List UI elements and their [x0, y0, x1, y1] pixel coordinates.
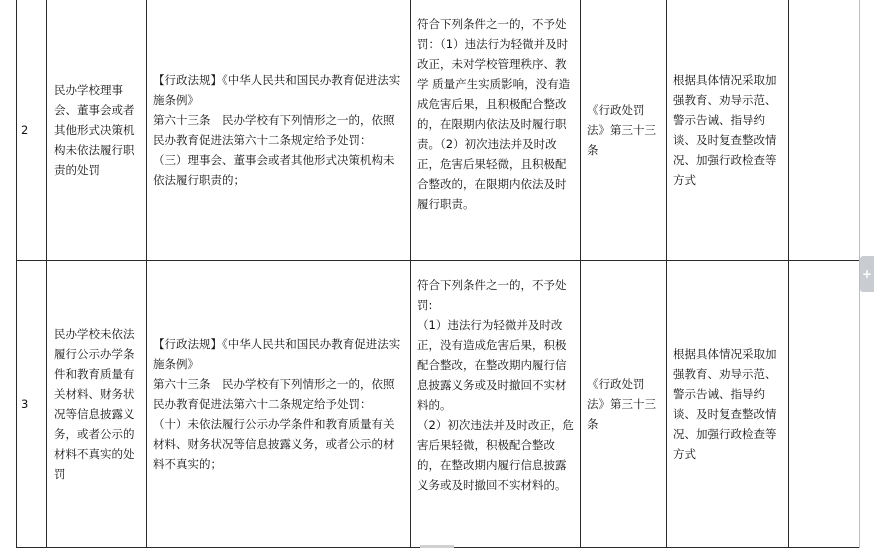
legal-basis [147, 261, 411, 548]
basis-article: 第六十三条 民办学校有下列情形之一的，依照民办教育促进法第六十二条规定给予处罚： [153, 113, 395, 147]
law-reference: 《行政处罚法》第三十三条 [581, 0, 667, 261]
exemption-conditions [411, 0, 581, 261]
row-number: 3 [17, 261, 47, 548]
row-number: 2 [17, 0, 47, 261]
condition-one: （1）违法行为轻微并及时改正，没有造成危害后果，积极配合整改，在整改期内履行信息披露义务或及时撤回不实材料的。 [417, 318, 567, 412]
condition-intro: 符合下列条件之一的，不予处罚: [417, 278, 567, 312]
item-name: 民办学校未依法履行公示办学条件和教育质量有关材料、财务状况等信息披露义务，或者公示的材料不真实的处罚 [47, 261, 147, 548]
condition-two: （2）初次违法并及时改正，危害后果轻微，积极配合整改的，在整改期内履行信息披露义务或及时撤回不实材料的。 [417, 418, 574, 492]
basis-article: 第六十三条 民办学校有下列情形之一的，依照民办教育促进法第六十二条规定给予处罚： [153, 377, 395, 411]
basis-regulation-title: 【行政法规】《中华人民共和国民办教育促进法实施条例》 [153, 73, 401, 107]
item-name: 民办学校理事会、董事会或者其他形式决策机构未依法履行职责的处罚 [47, 0, 147, 261]
legal-basis [147, 0, 411, 261]
expand-handle-button[interactable] [860, 256, 874, 292]
measures-text: 根据具体情况采取加强教育、劝导示范、警示告诫、指导约谈、及时复查整改情况、加强行政检查等方式 [667, 261, 789, 548]
measures-text: 根据具体情况采取加强教育、劝导示范、警示告诫、指导约谈、及时复查整改情况、加强行政检查等方式 [667, 0, 789, 261]
basis-clause: （三）理事会、董事会或者其他形式决策机构未依法履行职责的； [153, 153, 395, 187]
table-row [17, 261, 860, 548]
condition-text: 符合下列条件之一的，不予处罚：（1）违法行为轻微并及时改正，未对学校管理秩序、教学 质量产生实质影响，没有造成危害后果，且积极配合整改的，在限期内依法及时履行职责。（2）初次违法并及时改正，危害后果轻微，且积极配合整改的，在限期内依法及时履行职责。 [417, 17, 571, 211]
basis-regulation-title: 【行政法规】《中华人民共和国民办教育促进法实施条例》 [153, 337, 401, 371]
extra-cell [789, 0, 860, 261]
basis-clause: （十）未依法履行公示办学条件和教育质量有关材料、财务状况等信息披露义务，或者公示的材料不真实的； [153, 417, 395, 471]
extra-cell [789, 261, 860, 548]
exemption-conditions [411, 261, 581, 548]
plus-icon: + [861, 267, 873, 281]
table-row [17, 0, 860, 261]
penalty-exemption-table [16, 0, 860, 548]
law-reference: 《行政处罚法》第三十三条 [581, 261, 667, 548]
